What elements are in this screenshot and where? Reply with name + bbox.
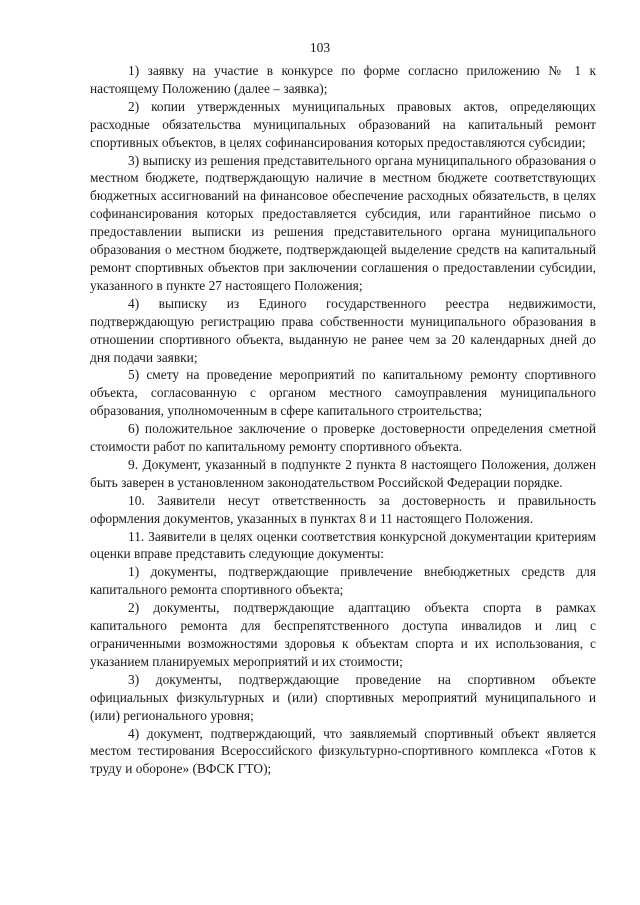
paragraph: 3) документы, подтверждающие проведение на спортивном объекте официальных физкультурных и (или) спортивных мероприятий муниципального и (или) регионального уровня; <box>90 671 596 723</box>
paragraph: 10. Заявители несут ответственность за достоверность и правильность оформления документов, указанных в пунктах 8 и 11 настоящего Положения. <box>90 492 596 526</box>
paragraph: 5) смету на проведение мероприятий по капитальному ремонту спортивного объекта, согласованную с органом местного самоуправления муниципального образования, уполномоченным в сфере капитального строительства; <box>90 367 596 419</box>
paragraph: 9. Документ, указанный в подпункте 2 пункта 8 настоящего Положения, должен быть заверен в установленном законодательством Российской Федерации порядке. <box>90 456 596 490</box>
paragraph: 2) копии утвержденных муниципальных правовых актов, определяющих расходные обязательства муниципальных образований на капитальный ремонт спортивных объектов, в целях софинансирования которых предоставляются субсидии; <box>90 98 596 150</box>
paragraph: 3) выписку из решения представительного органа муниципального образования о местном бюджете, подтверждающую наличие в местном бюджете соответствующих бюджетных ассигнований на финансовое обеспечение расходных обязательств, в целях софинансирования которых предоставляется субсидия, или гарантийное письмо о предоставлении выписки из решения представительного органа муниципального образования о местном бюджете, подтверждающей выделение средств на капитальный ремонт спортивных объектов при заключении соглашения о предоставлении субсидии, указанного в пункте 27 настоящего Положения; <box>90 152 596 293</box>
document-body <box>90 62 596 778</box>
paragraph: 1) документы, подтверждающие привлечение внебюджетных средств для капитального ремонта спортивного объекта; <box>90 564 596 598</box>
paragraph: 11. Заявители в целях оценки соответствия конкурсной документации критериям оценки вправе представить следующие документы: <box>90 528 596 562</box>
paragraph: 6) положительное заключение о проверке достоверности определения сметной стоимости работ по капитальному ремонту спортивного объекта. <box>90 421 596 455</box>
paragraph: 1) заявку на участие в конкурсе по форме согласно приложению № 1 к настоящему Положению (далее – заявка); <box>90 63 596 96</box>
paragraph: 4) документ, подтверждающий, что заявляемый спортивный объект является местом тестирования Всероссийского физкультурно-спортивного комплекса «Готов к труду и обороне» (ВФСК ГТО); <box>90 725 596 777</box>
paragraph: 2) документы, подтверждающие адаптацию объекта спорта в рамках капитального ремонта для беспрепятственного доступа инвалидов и лиц с ограниченными возможностями здоровья к объектам спорта и их использования, с указанием планируемых мероприятий и их стоимости; <box>90 600 596 669</box>
page-number: 103 <box>309 40 331 55</box>
paragraph: 4) выписку из Единого государственного реестра недвижимости, подтверждающую регистрацию права собственности муниципального образования в отношении спортивного объекта, выданную не ранее чем за 20 календарных дней до дня подачи заявки; <box>90 295 596 365</box>
